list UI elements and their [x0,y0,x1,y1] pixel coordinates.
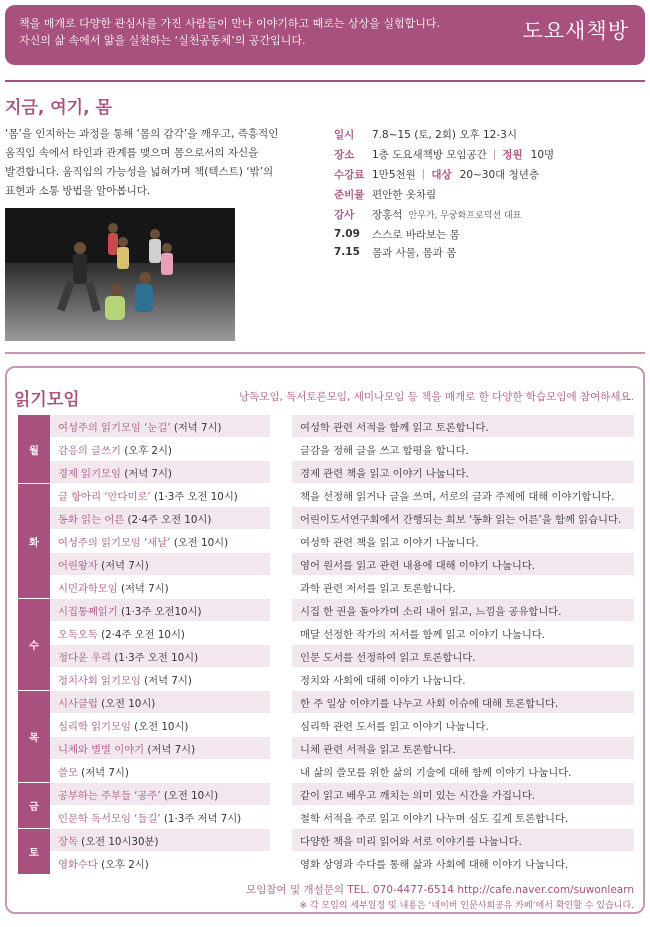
group-description: 같이 읽고 배우고 깨치는 의미 있는 시간을 가집니다. [292,783,634,806]
group-name: 글 항아리 ‘안다미로’ [58,490,151,503]
group-time: (저녁 7시) [77,766,129,779]
cell-gap [270,760,292,783]
banner-intro [19,15,440,49]
info-fee-row [334,164,554,184]
group-description: 심리학 관련 도서를 읽고 이야기 나눕니다. [292,714,634,737]
table-row [18,737,634,760]
cell-gap [270,806,292,829]
table-row [18,668,634,691]
group-description: 철학 서적을 주로 읽고 이야기 나누며 심도 깊게 토론합니다. [292,806,634,829]
table-row [18,576,634,599]
group-name: 시민과학모임 [58,582,118,595]
day-cell: 월 [18,415,50,484]
table-row [18,622,634,645]
group-time: (2·4주 오전 10시) [97,628,185,641]
desc-line: 움직임 속에서 타인과 관계를 맺으며 몸으로서의 자신을 [5,147,259,159]
group-time: (저녁 7시) [140,674,192,687]
group-description: 내 삶의 쓸모를 위한 삶의 기술에 대해 함께 이야기 나눕니다. [292,760,634,783]
table-row [18,599,634,622]
cell-gap [270,737,292,760]
info-label: 준비물 [334,188,365,201]
group-name: 시사클럽 [58,697,98,710]
group-name-cell [50,438,270,461]
cell-gap [270,553,292,576]
cell-gap [270,415,292,438]
group-description: 영어 원서를 읽고 관련 내용에 대해 이야기 나눕니다. [292,553,634,576]
info-label: 대상 [431,168,452,181]
group-name-cell [50,576,270,599]
group-name-cell [50,691,270,714]
group-time: (오전 10시) [97,697,156,710]
group-description: 매달 선정한 작가의 저서를 함께 읽고 이야기 나눕니다. [292,622,634,645]
header-banner [5,5,645,65]
desc-line: 발견합니다. 움직임의 가능성을 넓혀가며 책(텍스트) ‘밖’의 [5,166,274,178]
group-name: 심리학 읽기모임 [58,720,131,733]
group-name: 오독오독 [58,628,98,641]
group-time: (1·3주 오전10시) [117,605,202,618]
group-name: 정다운 우리 [58,651,112,664]
group-name: 공부하는 주부들 ‘공주’ [58,789,161,802]
table-row [18,415,634,438]
cell-gap [270,668,292,691]
table-row [18,507,634,530]
table-row [18,438,634,461]
info-place-row [334,144,554,164]
day-cell: 토 [18,829,50,875]
reading-title: 읽기모임 [14,390,80,410]
info-date: 7.8~15 (토, 2회) 오후 12-3시 [372,128,517,141]
info-label: 정원 [502,148,523,161]
group-name-cell [50,829,270,852]
group-time: (저녁 7시) [170,421,222,434]
group-time: (저녁 7시) [117,582,169,595]
group-name-cell [50,599,270,622]
group-name: 어린왕자 [58,559,98,572]
cell-gap [270,599,292,622]
group-description: 글감을 정해 글을 쓰고 합평을 합니다. [292,438,634,461]
program-schedule [334,225,460,261]
cell-gap [270,645,292,668]
group-time: (저녁 7시) [144,743,196,756]
group-name-cell [50,806,270,829]
section-divider [5,352,645,354]
table-row [18,553,634,576]
group-description: 과학 관련 저서를 읽고 토론합니다. [292,576,634,599]
group-description: 어린이도서연구회에서 간행되는 회보 ‘동화 읽는 어른’을 함께 읽습니다. [292,507,634,530]
info-label: 장소 [334,148,355,161]
group-name-cell [50,645,270,668]
info-place: 1층 도요새책방 모임공간 [372,148,487,161]
group-time: (저녁 7시) [120,467,172,480]
group-name-cell [50,783,270,806]
reading-group-table [18,415,634,875]
table-row [18,645,634,668]
group-name: 영화수다 [58,858,98,871]
program-title: 지금, 여기, 몸 [5,98,112,118]
banner-line-2: 자신의 삶 속에서 앎을 실천하는 ‘실천공동체’의 공간입니다. [19,34,306,47]
group-description: 시집 한 권을 돌아가며 소리 내어 읽고, 느낌을 공유합니다. [292,599,634,622]
group-time: (오전 10시30분) [77,835,159,848]
info-label: 강사 [334,208,355,221]
group-name-cell [50,415,270,438]
cell-gap [270,530,292,553]
group-description: 경제 관련 책을 읽고 이야기 나눕니다. [292,461,634,484]
schedule-date: 7.15 [334,246,360,258]
table-row [18,530,634,553]
day-cell: 화 [18,484,50,599]
group-name-cell [50,484,270,507]
group-name: 장독 [58,835,78,848]
day-cell: 수 [18,599,50,691]
group-time: (오전 10시) [160,789,219,802]
group-description: 책을 선정해 읽거나 글을 쓰며, 서로의 글과 주제에 대해 이야기합니다. [292,484,634,507]
group-name-cell [50,507,270,530]
schedule-item [334,225,460,243]
info-prep: 편안한 옷차림 [372,188,437,201]
group-description: 여성학 관련 책을 읽고 이야기 나눕니다. [292,530,634,553]
footer-note: ※ 각 모임의 세부일정 및 내용은 ‘네이버 인문사회공유 카페’에서 확인할 수 있습니다. [299,901,634,911]
group-time: (오후 2시) [120,444,172,457]
group-name: 인문학 독서모임 ‘들길’ [58,812,161,825]
schedule-date: 7.09 [334,228,360,240]
group-name: 동화 읽는 어른 [58,513,125,526]
info-label: 수강료 [334,168,365,181]
group-name: 여성주의 읽기모임 ‘새날’ [58,536,171,549]
group-description: 영화 상영과 수다를 통해 삶과 사회에 대해 이야기 나눕니다. [292,852,634,875]
table-row [18,484,634,507]
table-row [18,829,634,852]
group-name: 여성주의 읽기모임 ‘눈길’ [58,421,171,434]
group-time: (저녁 7시) [97,559,149,572]
group-time: (2·4주 오전 10시) [124,513,212,526]
table-row [18,461,634,484]
group-name-cell [50,553,270,576]
separator: | [492,148,497,160]
group-description: 인문 도서를 선정하여 읽고 토론합니다. [292,645,634,668]
schedule-text: 몸과 사물, 몸과 몸 [372,246,457,259]
group-description: 정치와 사회에 대해 이야기 나눕니다. [292,668,634,691]
table-row [18,783,634,806]
table-row [18,806,634,829]
table-row [18,760,634,783]
group-description: 여성학 관련 서적을 함께 읽고 토론합니다. [292,415,634,438]
program-description [5,125,295,201]
cell-gap [270,691,292,714]
group-description: 한 주 일상 이야기를 나누고 사회 이슈에 대해 토론합니다. [292,691,634,714]
desc-line: ‘몸’을 인지하는 과정을 통해 ‘몸의 감각’을 깨우고, 즉흥적인 [5,128,279,140]
program-info [334,124,554,224]
group-name-cell [50,622,270,645]
info-teacher: 장홍석 [372,208,403,221]
cell-gap [270,622,292,645]
group-name-cell [50,852,270,875]
schedule-text: 스스로 바라보는 몸 [372,228,460,241]
group-name: 감응의 글쓰기 [58,444,121,457]
reading-subtitle: 낭독모임, 독서토론모임, 세미나모임 등 책을 매개로 한 다양한 학습모임에 참여하세요. [238,391,634,403]
group-name-cell [50,714,270,737]
group-description: 다양한 책을 미리 읽어와 서로 이야기를 나눕니다. [292,829,634,852]
group-name: 정치사회 읽기모임 [58,674,141,687]
info-date-row [334,124,554,144]
cell-gap [270,438,292,461]
info-fee: 1만5천원 [372,168,416,181]
group-name: 쓸모 [58,766,78,779]
cell-gap [270,484,292,507]
group-description: 니체 관련 서적을 읽고 토론합니다. [292,737,634,760]
table-row [18,852,634,875]
cell-gap [270,714,292,737]
table-row [18,714,634,737]
dance-workshop-photo [5,208,235,341]
info-prep-row [334,184,554,204]
info-capacity: 10명 [530,148,555,161]
group-name-cell [50,760,270,783]
day-cell: 목 [18,691,50,783]
info-target: 20~30대 청년층 [459,168,540,181]
group-time: (오후 2시) [97,858,149,871]
group-time: (오전 10시) [170,536,229,549]
desc-line: 표현과 소통 방법을 알아봅니다. [5,185,151,197]
cell-gap [270,507,292,530]
table-row [18,691,634,714]
contact-info: 모임참여 및 개설문의 TEL. 070-4477-6514 http://cafe.naver.com/suwonlearn [246,884,634,896]
info-teacher-row [334,204,554,224]
group-name-cell [50,530,270,553]
cell-gap [270,461,292,484]
group-name: 경제 읽기모임 [58,467,121,480]
schedule-item [334,243,460,261]
group-time: (1·3주 오전 10시) [111,651,199,664]
info-label: 일시 [334,128,355,141]
group-time: (1·3주 오전 10시) [150,490,238,503]
brand-title: 도요새책방 [522,19,629,43]
group-time: (1·3주 저녁 7시) [160,812,242,825]
group-name: 니체와 별별 이야기 [58,743,145,756]
group-name-cell [50,737,270,760]
cell-gap [270,783,292,806]
cell-gap [270,576,292,599]
info-teacher-desc: 안무가, 무궁화프로덕션 대표 [408,210,522,221]
section-divider [5,80,645,82]
cell-gap [270,852,292,875]
separator: | [421,168,426,180]
group-name: 시집통째읽기 [58,605,118,618]
banner-line-1: 책을 매개로 다양한 관심사를 가진 사람들이 만나 이야기하고 때로는 상상을 실험합니다. [19,17,440,30]
cell-gap [270,829,292,852]
group-name-cell [50,461,270,484]
group-time: (오전 10시) [130,720,189,733]
group-name-cell [50,668,270,691]
day-cell: 금 [18,783,50,829]
